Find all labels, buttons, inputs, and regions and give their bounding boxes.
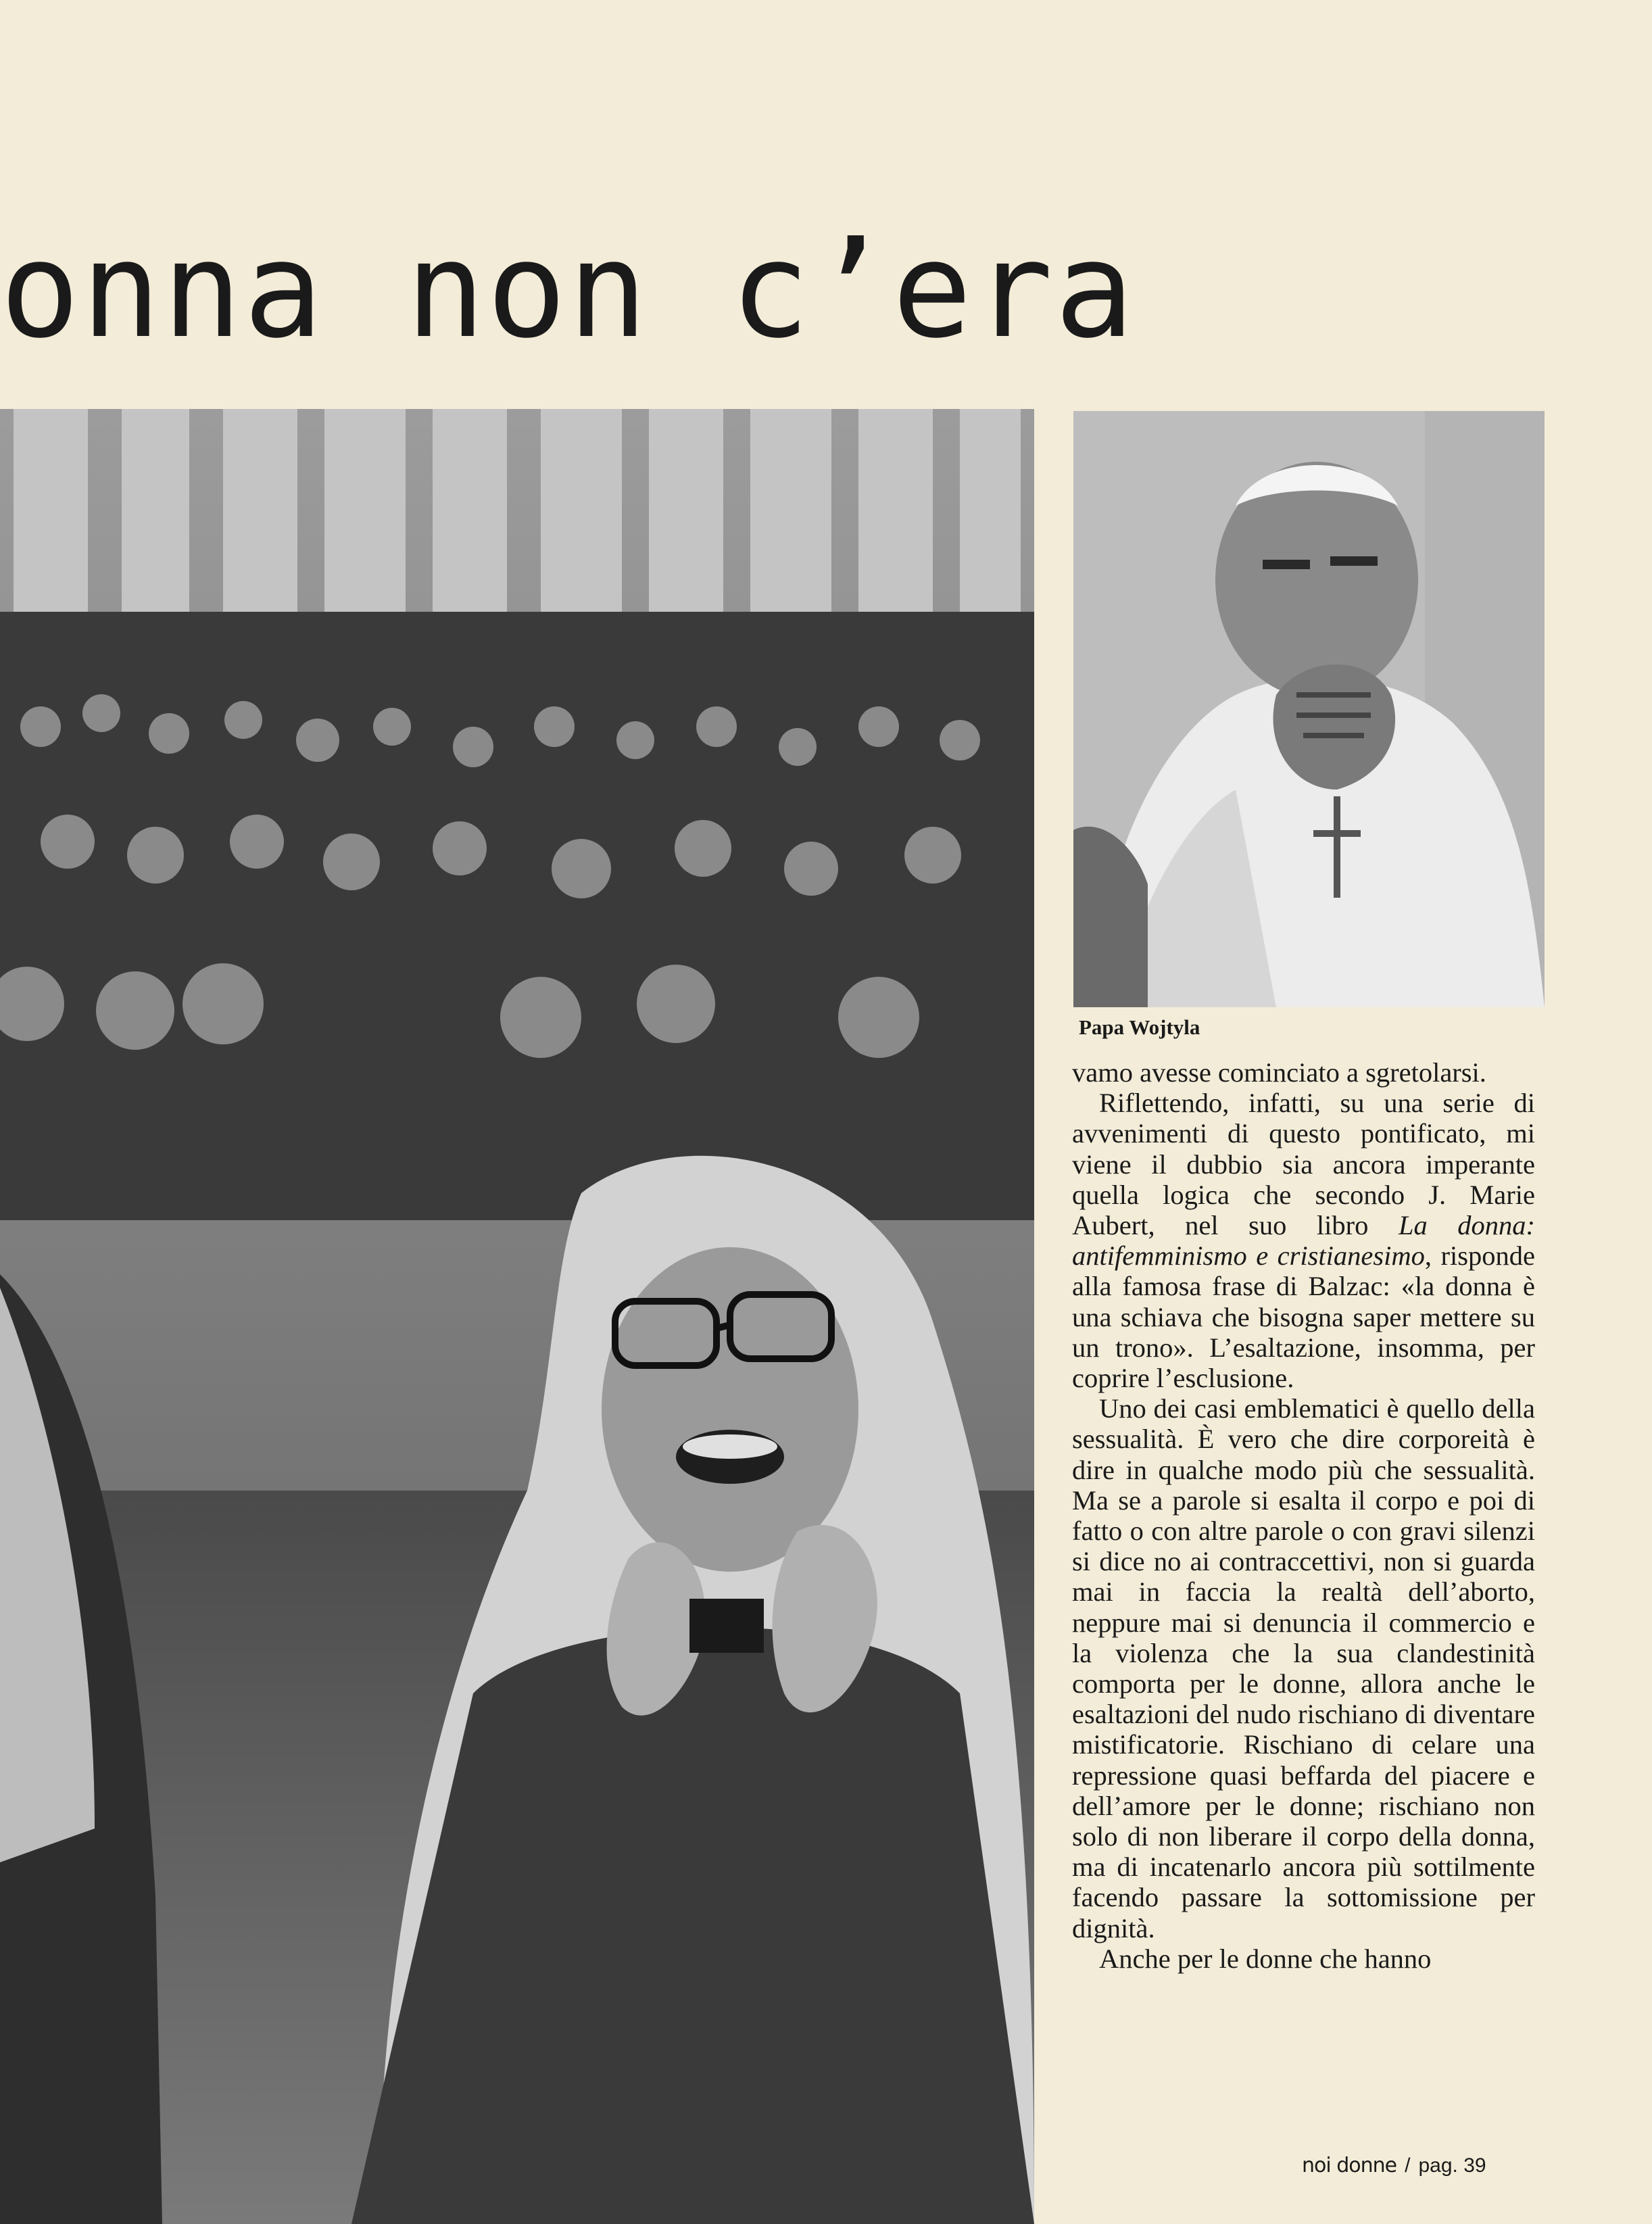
page-number: pag. 39 xyxy=(1418,2154,1486,2177)
main-photo xyxy=(0,409,1034,2224)
article-paragraph-2-part-a: Riflettendo, infatti, su una serie di avvenimenti di questo pontificato, mi viene il dubbio sia ancora imperante quella logica che secondo J. Marie Aubert, nel suo libro xyxy=(1072,1088,1535,1241)
article-column xyxy=(1072,1057,1535,1974)
article-paragraph-2-part-b: , risponde alla famosa frase di Balzac: «la donna è una schiava che bisogna saper mettere su un trono». L’esaltazione, insomma, per coprire l’esclusione. xyxy=(1072,1240,1535,1394)
footer-separator: / xyxy=(1405,2154,1411,2177)
article-paragraph-3: Uno dei casi emblematici è quello della sessualità. È vero che dire corporeità è dire in qualche modo più che sessualità. Ma se a parole si esalta il corpo e poi di fatto o con altre parole o con gravi silenzi si dice no ai contraccettivi, non si guarda mai in faccia la realtà dell’aborto, neppure mai si denuncia il commercio e la violenza che la sua clandestinità comporta per le donne, allora anche le esaltazioni del nudo rischiano di diventare mistificatorie. Rischiano di celare una repressione quasi beffarda del piacere e dell’amore per le donne; rischiano non solo di non liberare il corpo della donna, ma di incatenarlo ancora più sottilmente facendo passare la sottomissione per dignità. xyxy=(1072,1393,1535,1943)
page-footer xyxy=(1302,2154,1486,2178)
magazine-brand: noi donne xyxy=(1302,2154,1397,2177)
photo-caption: Papa Wojtyla xyxy=(1079,1015,1200,1039)
article-paragraph-2 xyxy=(1072,1088,1535,1393)
article-paragraph-4: Anche per le donne che hanno xyxy=(1099,1943,1432,1974)
book-title: La donna: antifemminismo e cristianesimo xyxy=(1072,1210,1535,1272)
pope-photo-illustration xyxy=(1073,411,1545,1007)
main-photo-illustration xyxy=(0,409,1034,2224)
headline: onna non c’era xyxy=(0,214,1136,368)
pope-photo xyxy=(1073,411,1545,1007)
article-paragraph-1: vamo avesse cominciato a sgretolarsi. xyxy=(1072,1057,1486,1088)
